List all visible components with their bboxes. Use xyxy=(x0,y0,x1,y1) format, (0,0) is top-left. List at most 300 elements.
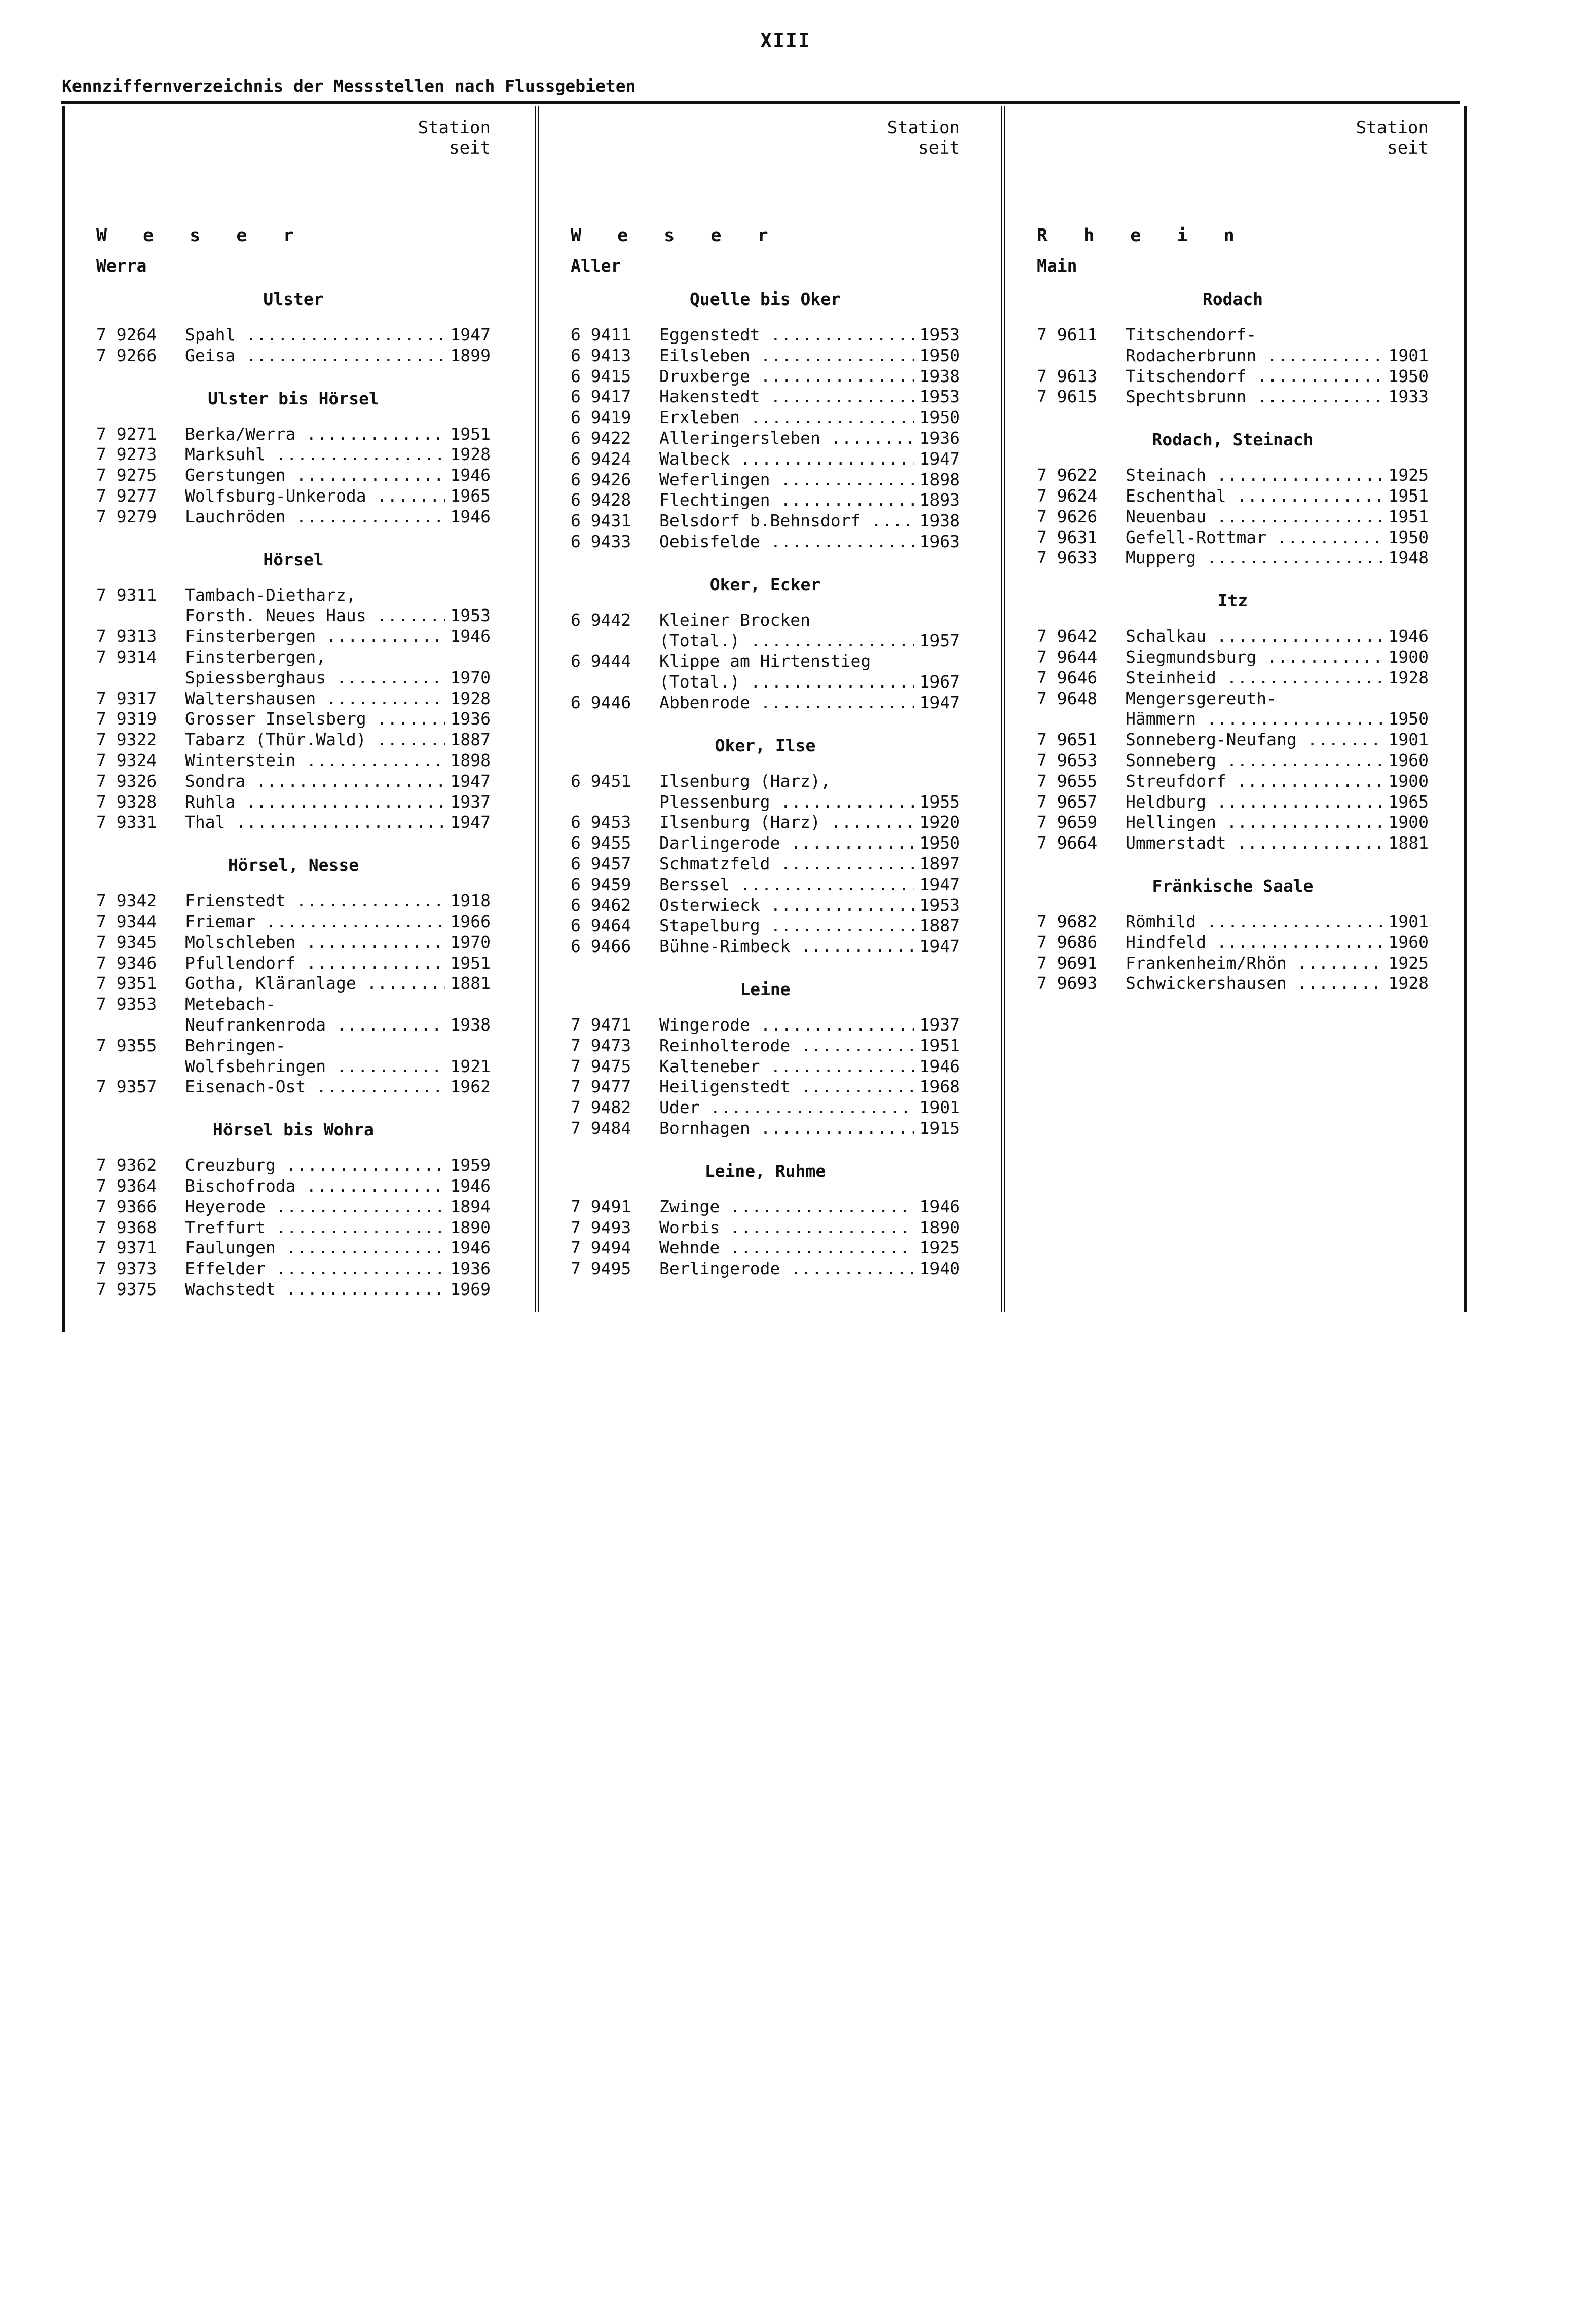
station-code: 7 9366 xyxy=(96,1196,157,1216)
station-code: 7 9279 xyxy=(96,506,157,526)
station-code: 7 9277 xyxy=(96,485,157,506)
section-title: Ulster xyxy=(263,289,324,309)
section-gap xyxy=(1037,994,1429,1013)
column-weser-werra xyxy=(62,106,526,1332)
entry-line xyxy=(96,1015,491,1036)
station-entry xyxy=(96,911,491,932)
section-title: Hörsel bis Wohra xyxy=(213,1120,374,1140)
entry-line xyxy=(571,693,960,713)
station-year: 1970 xyxy=(450,932,491,952)
station-year: 1948 xyxy=(1388,548,1429,568)
station-name-continued xyxy=(1037,709,1383,730)
station-name: Bornhagen ..... xyxy=(659,1118,914,1138)
station-name: Tambach-Dietharz, xyxy=(185,585,356,605)
station-name: Mengersgereuth- xyxy=(1126,688,1277,708)
station-name-continued xyxy=(571,631,914,652)
station-entry xyxy=(571,387,960,407)
entry-line xyxy=(1037,973,1429,994)
station-name: Erxleben ..... xyxy=(659,407,914,427)
entry-line xyxy=(96,911,491,932)
station-name: Treffurt ..... xyxy=(185,1217,445,1237)
station-entry xyxy=(1037,730,1429,750)
station-name-cell xyxy=(1126,911,1383,932)
station-entry xyxy=(571,1238,960,1259)
station-entry xyxy=(96,750,491,771)
station-name: Titschendorf- xyxy=(1126,325,1257,345)
station-name-continued xyxy=(1037,346,1383,366)
entry-line xyxy=(1037,792,1429,813)
station-code: 6 9433 xyxy=(571,531,631,551)
station-name: Stapelburg ..... xyxy=(659,916,914,935)
station-year: 1947 xyxy=(919,874,960,894)
station-entry xyxy=(571,812,960,833)
station-entry xyxy=(96,771,491,792)
station-code: 7 9328 xyxy=(96,791,157,812)
station-entry xyxy=(571,325,960,346)
station-name: Worbis ..... xyxy=(659,1217,914,1237)
station-name-cell xyxy=(185,689,445,709)
entry-line xyxy=(571,1077,960,1097)
station-entry xyxy=(571,428,960,449)
section-gap xyxy=(96,833,491,852)
station-year: 1915 xyxy=(919,1118,960,1138)
station-name: Streufdorf ..... xyxy=(1126,771,1383,791)
station-year: 1959 xyxy=(450,1155,491,1175)
station-year: 1890 xyxy=(450,1217,491,1237)
station-name: Gerstungen ..... xyxy=(185,465,445,485)
station-entry xyxy=(1037,668,1429,689)
header-seit: seit xyxy=(918,138,960,158)
station-entry xyxy=(1037,486,1429,507)
station-entry xyxy=(571,1097,960,1118)
station-code: 7 9611 xyxy=(1037,325,1098,345)
station-entry xyxy=(1037,548,1429,568)
station-name: Sondra ..... xyxy=(185,771,445,791)
station-name-cell xyxy=(185,1155,445,1176)
station-entry xyxy=(1037,833,1429,854)
station-year: 1947 xyxy=(450,325,491,345)
station-year: 1936 xyxy=(919,428,960,448)
station-year: 1890 xyxy=(919,1217,960,1237)
header-seit: seit xyxy=(449,138,491,158)
entry-line xyxy=(1037,387,1429,407)
station-year: 1925 xyxy=(1388,465,1429,485)
station-code: 7 9342 xyxy=(96,891,157,911)
entry-line xyxy=(571,470,960,490)
station-entry xyxy=(1037,812,1429,833)
section-title: Rodach, Steinach xyxy=(1152,430,1314,450)
station-name-cell xyxy=(185,325,445,346)
station-code: 7 9473 xyxy=(571,1035,631,1055)
station-code: 6 9428 xyxy=(571,490,631,510)
station-entry xyxy=(571,1077,960,1097)
station-year: 1947 xyxy=(450,771,491,791)
entry-line xyxy=(571,511,960,531)
entry-line xyxy=(571,407,960,428)
river-name: W e s e r xyxy=(96,225,307,246)
station-code: 7 9346 xyxy=(96,953,157,973)
station-code: 6 9459 xyxy=(571,874,631,894)
station-name: Lauchröden ..... xyxy=(185,507,445,526)
station-entry xyxy=(1037,771,1429,792)
station-name-cell xyxy=(659,490,914,511)
station-year: 1938 xyxy=(919,366,960,386)
column-header xyxy=(418,118,491,158)
entry-line xyxy=(1037,507,1429,527)
station-name: Heldburg ..... xyxy=(1126,792,1383,812)
entry-line xyxy=(96,325,491,346)
station-name: Schalkau ..... xyxy=(1126,626,1383,646)
station-name-cell xyxy=(1126,771,1383,792)
station-year: 1900 xyxy=(1388,771,1429,791)
column-body xyxy=(1037,225,1429,1013)
station-name-cell xyxy=(659,916,914,936)
station-year: 1955 xyxy=(919,791,960,812)
station-code: 7 9644 xyxy=(1037,646,1098,667)
station-code: 7 9322 xyxy=(96,730,157,750)
station-name-cell xyxy=(1126,647,1383,668)
station-year: 1950 xyxy=(1388,709,1429,729)
station-name-cell xyxy=(659,346,914,366)
entry-line xyxy=(1037,812,1429,833)
station-entry xyxy=(1037,750,1429,771)
station-name-cell xyxy=(659,470,914,490)
station-year: 1937 xyxy=(919,1014,960,1035)
station-name: Osterwieck ..... xyxy=(659,895,914,915)
station-name-cell xyxy=(659,366,914,387)
entry-line xyxy=(1037,668,1429,689)
station-name: Ummerstadt ..... xyxy=(1126,833,1383,853)
station-year: 1894 xyxy=(450,1196,491,1216)
station-name-cell xyxy=(185,486,445,507)
station-code: 7 9264 xyxy=(96,325,157,345)
station-code: 7 9633 xyxy=(1037,548,1098,568)
basin-name: Werra xyxy=(96,256,147,276)
entry-line xyxy=(1037,689,1429,709)
station-code: 7 9314 xyxy=(96,646,157,667)
station-name: Kalteneber ..... xyxy=(659,1056,914,1076)
entry-line xyxy=(96,424,491,445)
section-gap xyxy=(96,366,491,386)
station-year: 1881 xyxy=(450,973,491,994)
station-name-cell xyxy=(659,854,914,874)
station-year: 1920 xyxy=(919,812,960,832)
entry-line xyxy=(571,428,960,449)
station-name-cell xyxy=(185,932,445,953)
station-code: 7 9368 xyxy=(96,1217,157,1237)
station-year: 1970 xyxy=(450,667,491,688)
entry-line xyxy=(96,973,491,994)
station-name: Mupperg ..... xyxy=(1126,548,1383,567)
entry-line xyxy=(571,1238,960,1259)
station-year: 1946 xyxy=(450,506,491,526)
station-year: 1947 xyxy=(919,692,960,712)
entry-line xyxy=(571,631,960,652)
entry-line xyxy=(96,444,491,465)
station-code: 7 9664 xyxy=(1037,833,1098,853)
station-name: Spahl ..... xyxy=(185,325,445,345)
station-year: 1898 xyxy=(450,750,491,770)
river-name: W e s e r xyxy=(571,225,781,246)
station-year: 1953 xyxy=(919,895,960,915)
station-code: 7 9271 xyxy=(96,424,157,444)
station-name-cell xyxy=(659,1197,914,1217)
station-code: 7 9693 xyxy=(1037,973,1098,994)
entry-line xyxy=(1037,647,1429,668)
station-name: Eilsleben ..... xyxy=(659,346,914,365)
entry-line xyxy=(96,1279,491,1300)
entry-line xyxy=(96,1077,491,1097)
station-year: 1900 xyxy=(1388,812,1429,832)
entry-line xyxy=(571,1015,960,1036)
column-body xyxy=(571,225,960,1299)
station-year: 1946 xyxy=(1388,626,1429,646)
station-name: Sonneberg-Neufang ..... xyxy=(1126,730,1383,749)
column-header xyxy=(1356,118,1429,158)
river-name: R h e i n xyxy=(1037,225,1247,246)
entry-line xyxy=(96,994,491,1015)
station-code: 7 9344 xyxy=(96,911,157,931)
station-name-cell xyxy=(185,465,445,486)
station-entry xyxy=(1037,387,1429,407)
station-entry xyxy=(1037,647,1429,668)
station-name-cell xyxy=(659,693,914,713)
entry-line xyxy=(571,1056,960,1077)
station-name-cell xyxy=(185,1197,445,1217)
station-name: Walbeck ..... xyxy=(659,449,914,469)
station-year: 1901 xyxy=(1388,345,1429,365)
station-code: 6 9464 xyxy=(571,916,631,936)
station-year: 1925 xyxy=(1388,953,1429,973)
station-code: 7 9475 xyxy=(571,1056,631,1076)
station-code: 7 9477 xyxy=(571,1077,631,1097)
page-number: XIII xyxy=(760,29,811,52)
station-name-cell xyxy=(659,1097,914,1118)
station-name-cell xyxy=(185,424,445,445)
station-name-cell xyxy=(659,812,914,833)
station-name: Ruhla ..... xyxy=(185,792,445,812)
station-name: Eisenach-Ost ..... xyxy=(185,1077,445,1096)
station-name: Heyerode ..... xyxy=(185,1197,445,1216)
station-name-cont-text: Spiessberghaus ..... xyxy=(185,668,445,688)
station-code: 7 9631 xyxy=(1037,527,1098,547)
station-code: 6 9457 xyxy=(571,853,631,873)
entry-line xyxy=(571,531,960,552)
station-entry xyxy=(571,1118,960,1139)
station-name: Druxberge ..... xyxy=(659,366,914,386)
station-entry xyxy=(96,994,491,1036)
station-name-continued xyxy=(571,792,914,813)
station-name-cell xyxy=(659,1056,914,1077)
entry-line xyxy=(571,1259,960,1279)
station-name: Römhild ..... xyxy=(1126,911,1383,931)
header-station: Station xyxy=(418,118,491,138)
station-year: 1887 xyxy=(450,730,491,750)
column-body xyxy=(96,225,491,1319)
entry-line xyxy=(571,771,960,792)
station-name-cell xyxy=(659,325,914,346)
station-entry xyxy=(96,932,491,953)
station-code: 7 9275 xyxy=(96,465,157,485)
station-entry xyxy=(1037,626,1429,647)
station-code: 7 9622 xyxy=(1037,465,1098,485)
station-code: 6 9446 xyxy=(571,692,631,712)
station-name-cell xyxy=(1126,730,1383,750)
station-entry xyxy=(571,833,960,854)
entry-line xyxy=(571,387,960,407)
station-code: 7 9626 xyxy=(1037,506,1098,526)
station-code: 7 9651 xyxy=(1037,730,1098,750)
entry-line xyxy=(1037,953,1429,974)
station-name-cell xyxy=(185,507,445,527)
station-name-cell xyxy=(185,1077,445,1097)
header-station: Station xyxy=(1356,118,1429,138)
station-code: 6 9426 xyxy=(571,469,631,489)
station-name: Oebisfelde ..... xyxy=(659,531,914,551)
station-year: 1900 xyxy=(1388,646,1429,667)
station-code: 7 9364 xyxy=(96,1175,157,1196)
station-name-cell xyxy=(185,626,445,647)
station-year: 1946 xyxy=(450,1238,491,1258)
station-name: Steinach ..... xyxy=(1126,465,1383,485)
station-name-cell xyxy=(659,1238,914,1259)
section-gap xyxy=(571,552,960,572)
station-year: 1951 xyxy=(1388,485,1429,506)
station-entry xyxy=(571,895,960,916)
entry-line xyxy=(571,449,960,470)
station-year: 1962 xyxy=(450,1077,491,1097)
entry-line xyxy=(571,1097,960,1118)
station-year: 1887 xyxy=(919,916,960,936)
station-entry xyxy=(1037,792,1429,813)
entry-line xyxy=(571,346,960,366)
station-code: 7 9353 xyxy=(96,994,157,1014)
entry-line xyxy=(1037,465,1429,486)
section-gap xyxy=(96,1300,491,1319)
station-name-continued xyxy=(571,672,914,693)
station-year: 1967 xyxy=(919,672,960,692)
station-name-cell xyxy=(185,771,445,792)
station-name-cell xyxy=(185,750,445,771)
station-name-cell xyxy=(1126,812,1383,833)
station-year: 1901 xyxy=(1388,730,1429,750)
entry-line xyxy=(1037,527,1429,548)
station-code: 7 9471 xyxy=(571,1014,631,1035)
page-title: Kennziffernverzeichnis der Messstellen nach Flussgebieten xyxy=(62,76,636,96)
station-year: 1899 xyxy=(450,345,491,365)
station-name: Thal ..... xyxy=(185,812,445,832)
header-station: Station xyxy=(887,118,960,138)
station-entry xyxy=(96,444,491,465)
station-name: Siegmundsburg ..... xyxy=(1126,647,1383,667)
station-entry xyxy=(96,647,491,689)
entry-line xyxy=(571,874,960,895)
entry-line xyxy=(571,812,960,833)
station-year: 1969 xyxy=(450,1279,491,1299)
station-name-continued xyxy=(96,1015,445,1036)
station-entry xyxy=(571,874,960,895)
station-name: Marksuhl ..... xyxy=(185,444,445,464)
station-name-cell xyxy=(185,953,445,974)
station-name: Gefell-Rottmar ..... xyxy=(1126,527,1383,547)
entry-line xyxy=(571,366,960,387)
station-name: Eggenstedt ..... xyxy=(659,325,914,345)
station-code: 7 9657 xyxy=(1037,791,1098,812)
station-name-cont-text: Neufrankenroda ..... xyxy=(185,1015,445,1035)
station-entry xyxy=(96,709,491,730)
entry-line xyxy=(96,709,491,730)
station-code: 7 9357 xyxy=(96,1077,157,1097)
station-entry xyxy=(96,1279,491,1300)
section-gap xyxy=(1037,407,1429,427)
station-name: Grosser Inselsberg ..... xyxy=(185,709,445,729)
station-year: 1881 xyxy=(1388,833,1429,853)
station-name-cell xyxy=(659,511,914,531)
station-year: 1960 xyxy=(1388,932,1429,952)
entry-line xyxy=(1037,911,1429,932)
section-title: Fränkische Saale xyxy=(1152,875,1314,896)
entry-line xyxy=(96,1259,491,1279)
station-code: 7 9495 xyxy=(571,1259,631,1279)
section-title: Leine xyxy=(740,979,791,999)
station-name: Berlingerode ..... xyxy=(659,1259,914,1278)
station-entry xyxy=(96,1077,491,1097)
station-entry xyxy=(571,449,960,470)
station-name-cell xyxy=(659,1259,914,1279)
section-title: Ulster bis Hörsel xyxy=(208,388,379,408)
station-entry xyxy=(571,346,960,366)
section-gap xyxy=(1037,854,1429,873)
entry-line xyxy=(96,730,491,750)
station-code: 7 9484 xyxy=(571,1118,631,1138)
entry-line xyxy=(1037,771,1429,792)
station-entry xyxy=(1037,527,1429,548)
entry-line xyxy=(96,953,491,974)
station-name: Kleiner Brocken xyxy=(659,609,811,630)
entry-line xyxy=(571,325,960,346)
station-name-cell xyxy=(659,833,914,854)
station-code: 7 9691 xyxy=(1037,953,1098,973)
station-name: Creuzburg ..... xyxy=(185,1155,445,1175)
section-gap xyxy=(571,1139,960,1158)
section-title: Hörsel xyxy=(263,549,324,569)
station-name-cell xyxy=(659,531,914,552)
station-code: 7 9642 xyxy=(1037,626,1098,646)
entry-line xyxy=(571,1197,960,1217)
station-year: 1953 xyxy=(919,387,960,407)
station-name-cell xyxy=(185,812,445,833)
station-entry xyxy=(96,973,491,994)
station-entry xyxy=(96,626,491,647)
station-name: Spechtsbrunn ..... xyxy=(1126,387,1383,406)
station-year: 1897 xyxy=(919,853,960,873)
entry-line xyxy=(1037,548,1429,568)
entry-line xyxy=(96,605,491,626)
station-name-cell xyxy=(1126,750,1383,771)
station-code: 7 9686 xyxy=(1037,932,1098,952)
station-name-cont-text: (Total.) ..... xyxy=(659,672,914,692)
station-entry xyxy=(1037,325,1429,366)
station-entry xyxy=(96,1197,491,1217)
station-name-cell xyxy=(185,792,445,813)
entry-line xyxy=(571,1217,960,1238)
station-entry xyxy=(96,689,491,709)
station-entry xyxy=(571,936,960,957)
station-name-cell xyxy=(1126,507,1383,527)
section-gap xyxy=(571,957,960,976)
station-name-cell xyxy=(185,891,445,911)
station-code: 6 9451 xyxy=(571,771,631,791)
